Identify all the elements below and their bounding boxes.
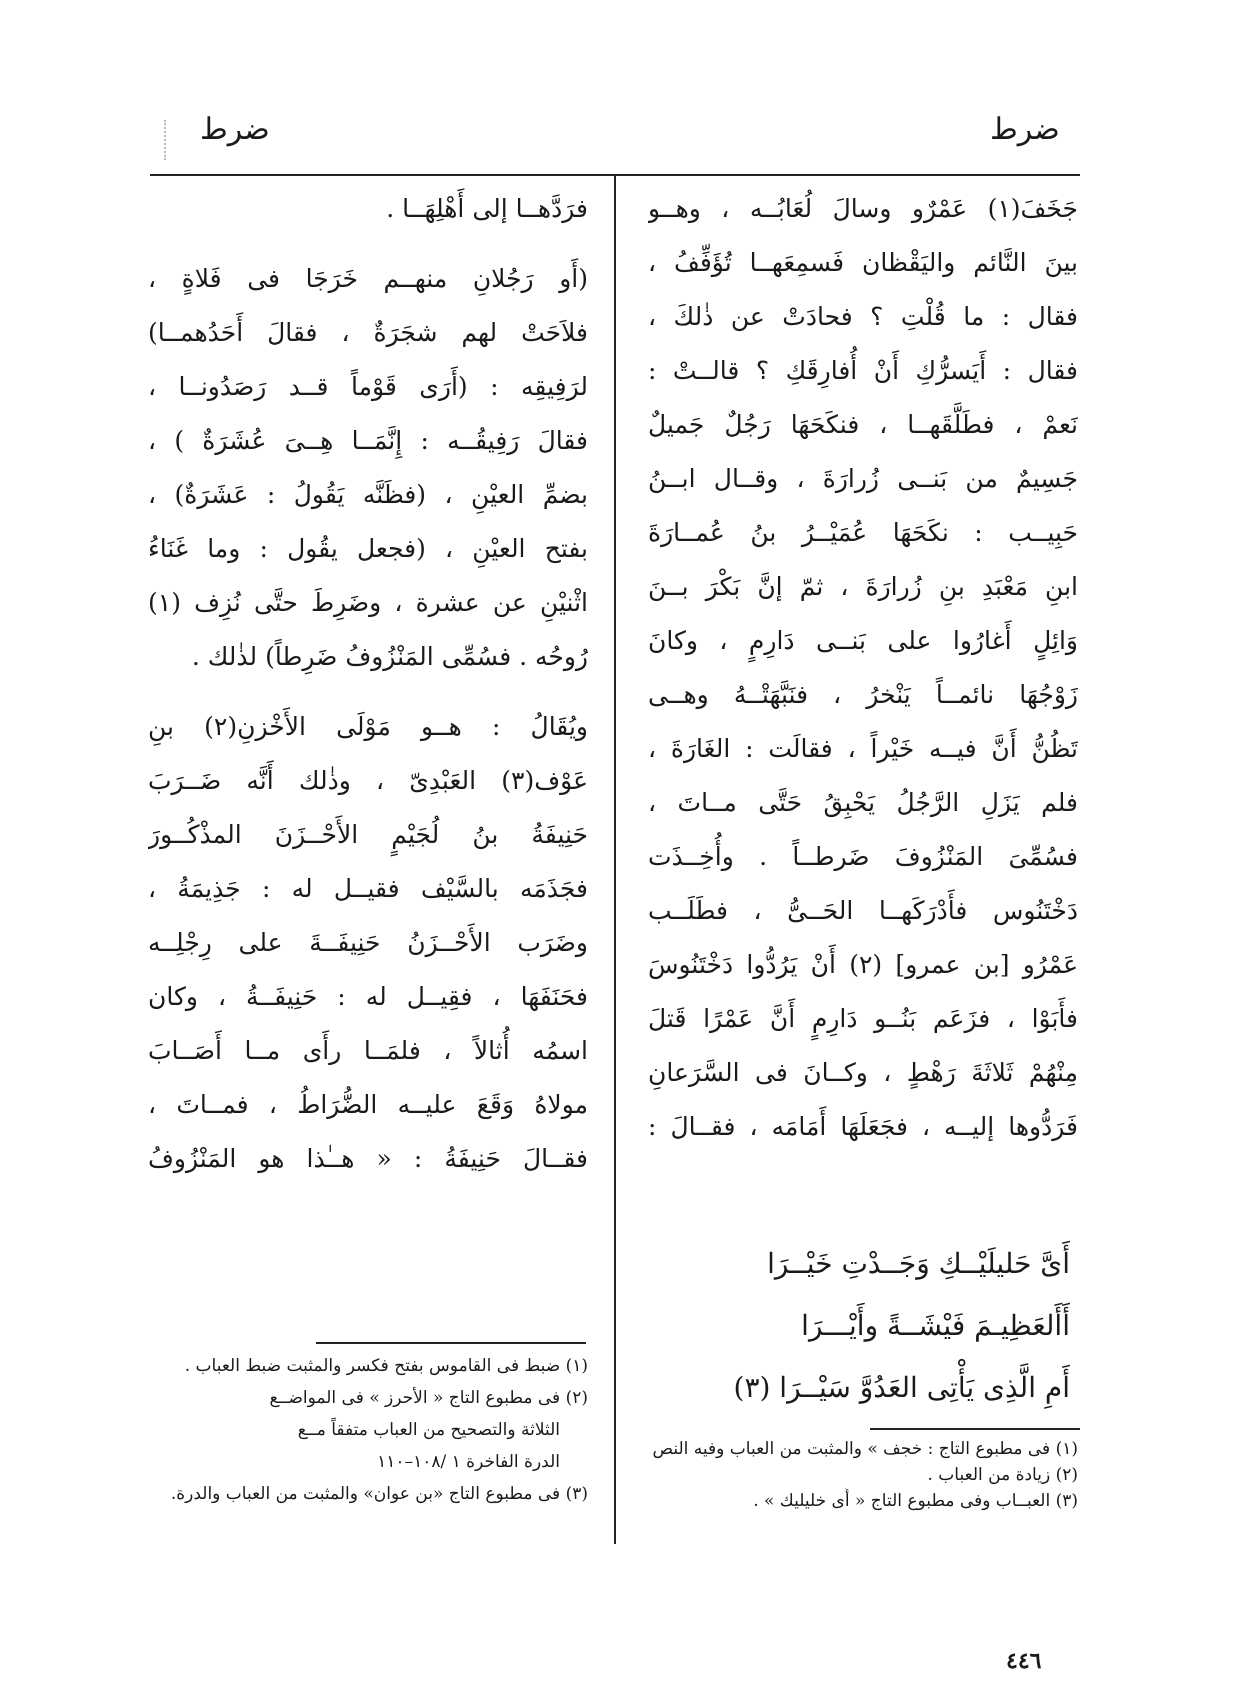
margin-mark	[164, 120, 170, 160]
poetry-verse	[680, 1233, 1070, 1419]
running-header-left: ضرط	[200, 112, 270, 147]
footnotes-left	[148, 1350, 588, 1510]
text-line: فحَنَفَهَا ، فقِيــل له : حَنِيفَــةُ ، وكان	[148, 982, 588, 1011]
page-number: ٤٤٦	[1006, 1648, 1042, 1674]
text-line: حَبِيــب : نكَحَهَا عُمَيْــرُ بنُ عُمــارَةَ	[648, 518, 1078, 547]
paragraph-gap	[148, 684, 588, 700]
text-line: عَوْف(٣) العَبْدِىّ ، وذٰلك أَنَّه ضَــرَبَ	[148, 766, 588, 795]
footnote-rule-left	[316, 1342, 586, 1344]
text-line: فقــالَ حَنِيفَةُ : « هــٰذا هو المَنْزُوفُ	[148, 1144, 588, 1173]
text-line: فقالَ رَفِيقُــه : إِنَّمَــا هِــىَ عُشَرَةٌ ) ،	[148, 426, 588, 455]
column-divider	[614, 174, 616, 1544]
text-line: وضَرَب الأَحْــزَنُ حَنِيفَــةَ على رِجْلِــه	[148, 928, 588, 957]
text-line: رُوحُه . فسُمِّى المَنْزُوفُ ضَرِطاً) لذٰلك .	[191, 642, 588, 671]
verse-line: أَمِ الَّذِى يَأْتِى العَدُوَّ سَيْــرَا (٣)	[733, 1371, 1070, 1404]
footnote-continuation: الثلاثة والتصحيح من العباب متفقاً مــع	[297, 1420, 560, 1440]
text-line: تَظُنُّ أَنَّ فيــه خَيْراً ، فقالَت : الغَارَةَ ،	[648, 734, 1078, 763]
footnote: (١) ضبط فى القاموس بفتح فكسر والمثبت ضبط العباب .	[184, 1356, 588, 1376]
text-line: مِنْهُمْ ثَلاثَةَ رَهْطٍ ، وكــانَ فى السَّرَعانِ	[648, 1058, 1078, 1087]
paragraph-gap	[148, 236, 588, 252]
text-line: ابنِ مَعْبَدِ بنِ زُرارَةَ ، ثمّ إنَّ بَكْرَ بــنَ	[648, 572, 1078, 601]
text-line: فلم يَزَلِ الرَّجُلُ يَحْبِقُ حَتَّى مــاتَ ،	[648, 788, 1078, 817]
text-line: نَعمْ ، فطَلَّقَهــا ، فنكَحَهَا رَجُلٌ جَميلٌ	[648, 410, 1078, 439]
text-line: دَخْتَنُوس فأَدْرَكَهــا الحَــىُّ ، فطَلَــب	[648, 896, 1078, 925]
text-line: بفتح العيْنِ ، (فجعل يقُول : وما غَنَاءُ	[148, 534, 588, 563]
text-line: فَرَدُّوها إليــه ، فجَعَلَهَا أَمَامَه ، فقــالَ :	[648, 1112, 1078, 1141]
text-line: فرَدَّهــا إلى أَهْلِهَــا .	[386, 194, 588, 223]
footnote-continuation: الدرة الفاخرة ١ /١٠٨–١١٠	[377, 1452, 560, 1472]
text-line: جَسِيمٌ من بَنــى زُرارَةَ ، وقــال ابــنُ	[648, 464, 1078, 493]
verse-line: أَىَّ حَليلَيْــكِ وَجَــدْتِ خَيْــرَا	[767, 1247, 1070, 1280]
text-line: فقال : ما قُلْتِ ؟ فحادَتْ عن ذٰلكَ ،	[648, 302, 1078, 331]
text-line: مولاهُ وَقَعَ عليــه الضُّرَاطُ ، فمــاتَ ،	[148, 1090, 588, 1119]
text-line: حَنِيفَةُ بنُ لُجَيْمٍ الأَحْــزَنَ المذْكُــورَ	[148, 820, 588, 849]
footnotes-right	[648, 1436, 1078, 1514]
text-line: فأَبَوْا ، فزَعَم بَنُــو دَارِمٍ أَنَّ عَمْرًا قَتلَ	[648, 1004, 1078, 1033]
right-column	[648, 182, 1078, 1154]
text-line: فقال : أَيَسرُّكِ أَنْ أُفارِقَكِ ؟ قالــتْ :	[648, 356, 1078, 385]
text-line: (أَو رَجُلانِ منهــم خَرَجَا فى فَلاةٍ ،	[148, 264, 588, 293]
text-line: اسمُه أُثالاً ، فلمَــا رأَى مــا أَصَــابَ	[148, 1036, 588, 1065]
footnote: (٣) فى مطبوع التاج «بن عوان» والمثبت من العباب والدرة.	[170, 1484, 588, 1504]
left-column	[148, 182, 588, 1186]
footnote-rule-right	[870, 1428, 1080, 1430]
text-line: فلاَحَتْ لهم شجَرَةٌ ، فقالَ أَحَدُهمــا)	[148, 318, 588, 347]
footnote: (٢) زيادة من العباب .	[927, 1465, 1078, 1485]
text-line: لرَفِيقِه : (أَرَى قَوْماً قــد رَصَدُونــا ،	[148, 372, 588, 401]
text-line: زَوْجُهَا نائمــاً يَنْخرُ ، فنَبَّهَتْــهُ وهــى	[648, 680, 1078, 709]
text-line: بضمِّ العيْنِ ، (فظَنَّه يَقُولُ : عَشَرَةٌ) ،	[148, 480, 588, 509]
text-line: اثْنيْنِ عن عشرة ، وضَرِطَ حتَّى نُزِف (١)	[148, 588, 588, 617]
text-line: عَمْرُو [بن عمرو] (٢) أَنْ يَرُدُّوا دَخْتَنُوسَ	[648, 950, 1078, 979]
text-line: وَائِلٍ أَغارُوا على بَنــى دَارِمٍ ، وكانَ	[648, 626, 1078, 655]
verse-line: أَأَلعَظِيـمَ فَيْشَــةً وأَيْـــرَا	[801, 1309, 1070, 1342]
running-header-right: ضرط	[990, 112, 1060, 147]
text-line: بينَ النَّائم واليَقْظان فَسمِعَهــا تُؤَفِّفُ ،	[648, 248, 1078, 277]
footnote: (١) فى مطبوع التاج : خجف » والمثبت من العباب وفيه النص	[652, 1439, 1078, 1459]
text-line: جَخَفَ(١) عَمْرٌو وسالَ لُعَابُــه ، وهــو	[648, 194, 1078, 223]
footnote: (٣) العبــاب وفى مطبوع التاج « أَى خليليك » .	[753, 1491, 1078, 1511]
text-line: فسُمِّىَ المَنْزُوفَ ضَرطــاً . وأُخِــذَت	[648, 842, 1078, 871]
footnote: (٢) فى مطبوع التاج « الأحرز » فى المواضــع	[269, 1388, 588, 1408]
text-line: فجَذَمَه بالسَّيْف فقيــل له : جَذِيمَةُ ،	[148, 874, 588, 903]
text-line: ويُقَالُ : هــو مَوْلَى الأَخْزنِ(٢) بنِ	[148, 712, 588, 741]
